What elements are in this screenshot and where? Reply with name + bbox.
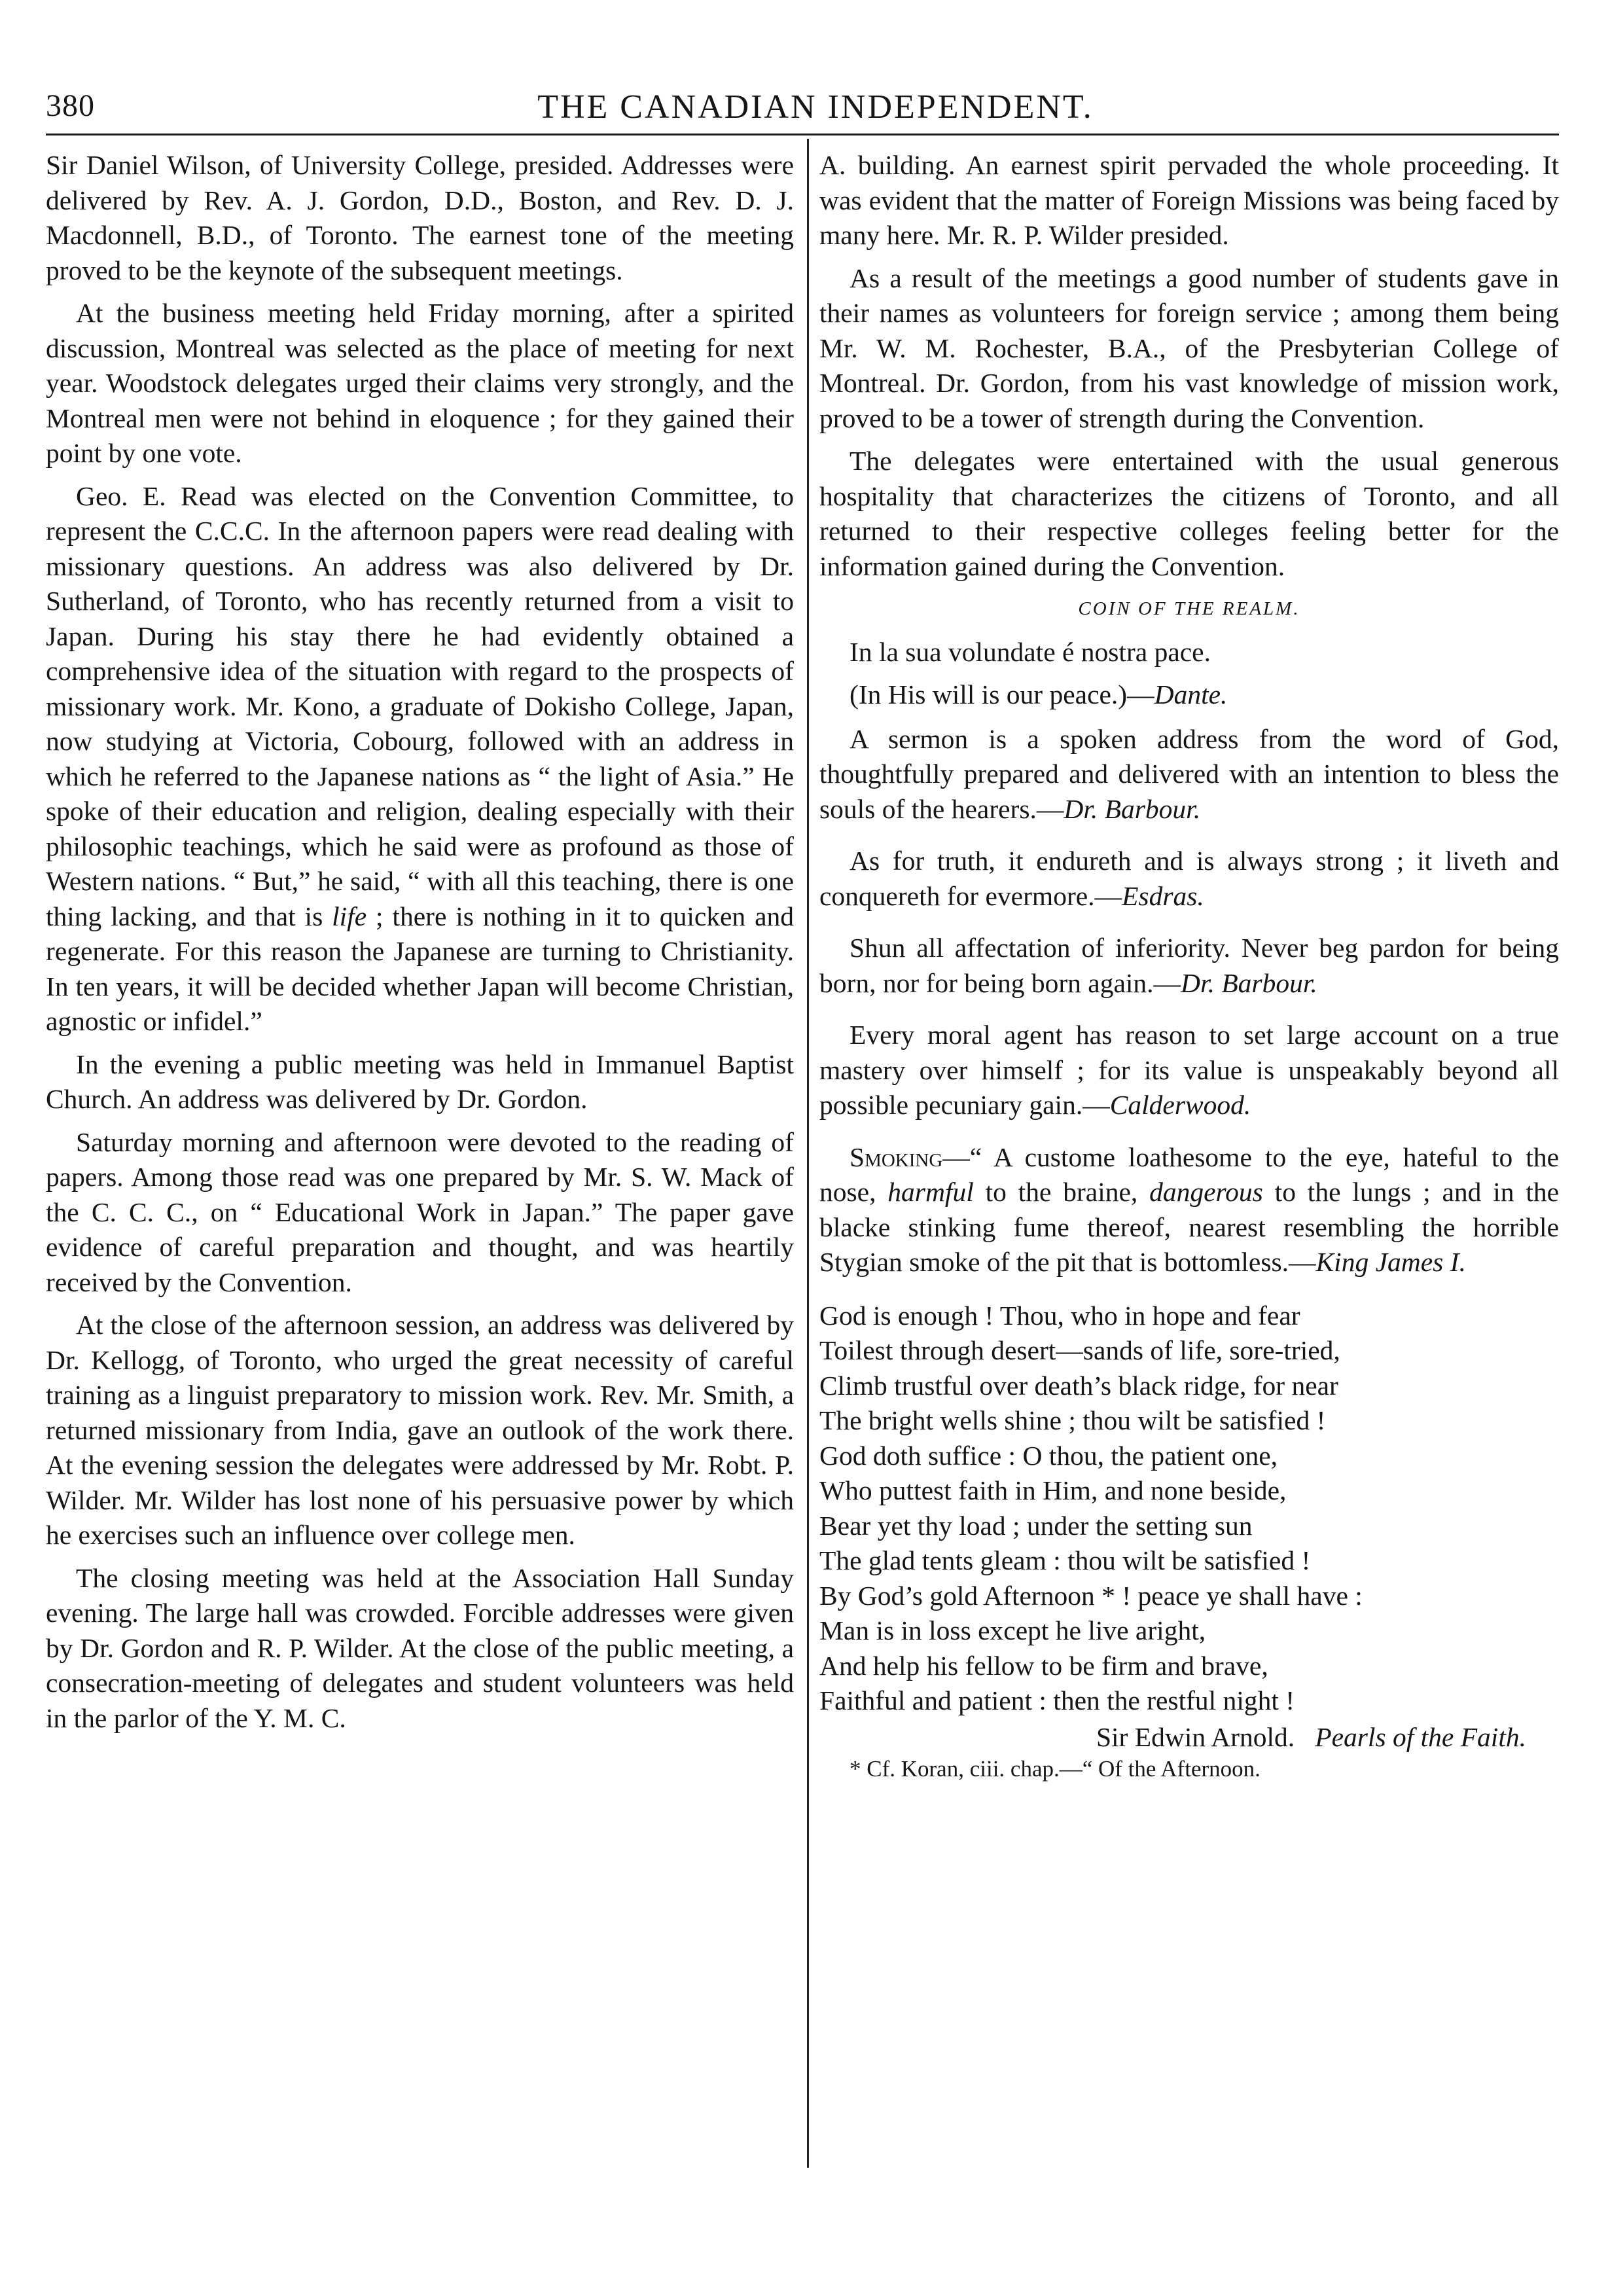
motto-line — [819, 677, 1559, 713]
quote — [819, 1140, 1559, 1280]
paragraph: A. building. An earnest spirit pervaded the whole proceeding. It was evident that the matter of Foreign Missions was being faced by many here. Mr. R. P. Wilder presided. — [819, 150, 1559, 250]
poem-line: Toilest through desert—sands of life, sore-tried, — [819, 1335, 1340, 1365]
quote-lead: Smoking — [850, 1141, 943, 1172]
poem-line: Climb trustful over death’s black ridge, for near — [819, 1370, 1338, 1401]
poem-line: Bear yet thy load ; under the setting sun — [819, 1510, 1253, 1541]
quote-source: Calderwood. — [1109, 1090, 1251, 1120]
quote-text: Every moral agent has reason to set large account on a true mastery over himself ; for its value is unspeakably beyond all possible pecuniary gain.— — [819, 1020, 1559, 1120]
poem-line: God doth suffice : O thou, the patient one, — [819, 1440, 1278, 1471]
poem-work: Pearls of the Faith. — [1315, 1721, 1526, 1752]
poem-author: Sir Edwin Arnold. — [1096, 1721, 1295, 1752]
poem-line: The glad tents gleam : thou wilt be satisfied ! — [819, 1545, 1311, 1575]
paragraph — [46, 479, 794, 1039]
left-column — [46, 148, 794, 1744]
quote — [819, 844, 1559, 914]
quote-text: —“ A custome loathesome to the eye, hateful to the nose, — [819, 1141, 1559, 1207]
paragraph-text: Geo. E. Read was elected on the Convention Committee, to represent the C.C.C. In the afternoon papers were read dealing with missionary questions. An address was also delivered by Dr. Sutherland, of Toronto, who has recently returned from a visit to Japan. During his stay there he had evidently obtained a comprehensive idea of the situation with regard to the prospects of missionary work. Mr. Kono, a graduate of Dokisho College, Japan, now studying at Victoria, Cobourg, followed with an address in which he referred to the Japanese nations as “ the light of Asia.” He spoke of their education and religion, dealing especially with their philosophic teachings, which he said were as profound as those of Western nations. “ But,” he said, “ with all this teaching, there is one thing lacking, and that is — [46, 480, 794, 931]
quote-source: Dr. Barbour. — [1181, 967, 1317, 998]
page-number: 380 — [46, 88, 95, 123]
poem-line: Faithful and patient : then the restful night ! — [819, 1685, 1295, 1715]
quote-text: to the lungs ; and in the blacke stinking fume thereof, nearest resembling the horrible Stygian smoke of the pit that is bottomless.— — [819, 1177, 1560, 1277]
poem-line: Man is in loss except he live aright, — [819, 1615, 1206, 1645]
paragraph-text: ; there is nothing in it to quicken and regenerate. For this reason the Japanese are turning to Christianity. In ten years, it will be decided whether Japan will become Christian, agnostic or infidel.” — [46, 901, 794, 1036]
paragraph: At the close of the afternoon session, an address was delivered by Dr. Kellogg, of Toronto, who urged the great necessity of careful training as a linguist preparatory to mission work. Rev. Mr. Smith, a returned missionary from India, gave an outlook of the work there. At the evening session the delegates were addressed by Mr. Robt. P. Wilder. Mr. Wilder has lost none of his persuasive power by which he exercises such an influence over college men. — [46, 1310, 794, 1550]
paragraph: Saturday morning and afternoon were devoted to the reading of papers. Among those read was one prepared by Mr. S. W. Mack of the C. C. C., on “ Educational Work in Japan.” The paper gave evidence of careful preparation and thought, and was heartily received by the Convention. — [46, 1126, 794, 1297]
paragraph: In the evening a public meeting was held in Immanuel Baptist Church. An address was delivered by Dr. Gordon. — [46, 1049, 794, 1114]
running-head: THE CANADIAN INDEPENDENT. — [537, 88, 1094, 126]
paragraph: Sir Daniel Wilson, of University College, presided. Addresses were delivered by Rev. A. J. Gordon, D.D., Boston, and Rev. D. J. Macdonnell, B.D., of Toronto. The earnest tone of the meeting proved to be the keynote of the subsequent meetings. — [46, 150, 794, 285]
quote-source: King James I. — [1315, 1247, 1466, 1277]
paragraph: As a result of the meetings a good number of students gave in their names as volunteers for foreign service ; among them being Mr. W. M. Rochester, B.A., of the Presbyterian College of Montreal. Dr. Gordon, from his vast knowledge of mission work, proved to be a tower of strength during the Convention. — [819, 262, 1559, 433]
poem-line: God is enough ! Thou, who in hope and fear — [819, 1300, 1300, 1331]
poem-line: And help his fellow to be firm and brave, — [819, 1650, 1268, 1681]
footnote: * Cf. Koran, ciii. chap.—“ Of the Afternoon. — [850, 1756, 1261, 1782]
quote-text: Shun all affectation of inferiority. Never beg pardon for being born, nor for being born again.— — [819, 933, 1559, 998]
poem-attribution — [819, 1720, 1559, 1755]
section-title: COIN OF THE REALM. — [1078, 598, 1300, 619]
quote — [819, 1018, 1559, 1123]
emphasis: life — [332, 901, 367, 931]
quote-text: to the braine, — [985, 1177, 1138, 1207]
motto — [819, 635, 1559, 713]
quote-source: Esdras. — [1122, 880, 1204, 911]
quote-text: As for truth, it endureth and is always strong ; it liveth and conquereth for evermore.— — [819, 846, 1559, 911]
poem — [819, 1299, 1559, 1755]
quote — [819, 722, 1559, 827]
quote — [819, 931, 1559, 1001]
page-header — [46, 88, 1559, 135]
motto-line: In la sua volundate é nostra pace. — [850, 636, 1211, 667]
paragraph: The delegates were entertained with the usual generous hospitality that characterizes the citizens of Toronto, and all returned to their respective colleges feeling better for the information gained during the Convention. — [819, 446, 1559, 581]
emphasis: dangerous — [1149, 1177, 1263, 1207]
poem-line: Who puttest faith in Him, and none beside, — [819, 1475, 1287, 1505]
right-column — [819, 148, 1559, 1791]
poem-line: The bright wells shine ; thou wilt be satisfied ! — [819, 1405, 1326, 1435]
paragraph: At the business meeting held Friday morning, after a spirited discussion, Montreal was selected as the place of meeting for next year. Woodstock delegates urged their claims very strongly, and the Montreal men were not behind in eloquence ; for they gained their point by one vote. — [46, 298, 794, 468]
quote-source: Dante. — [1154, 679, 1228, 709]
paragraph: The closing meeting was held at the Association Hall Sunday evening. The large hall was crowded. Forcible addresses were given by Dr. Gordon and R. P. Wilder. At the close of the public meeting, a consecration-meeting of delegates and student volunteers was held in the parlor of the Y. M. C. — [46, 1562, 794, 1733]
quote-text: A sermon is a spoken address from the word of God, thoughtfully prepared and delivered with an intention to bless the souls of the hearers.— — [819, 723, 1559, 824]
emphasis: harmful — [887, 1177, 974, 1207]
poem-line: By God’s gold Afternoon * ! peace ye shall have : — [819, 1580, 1363, 1611]
quote-source: Dr. Barbour. — [1064, 793, 1201, 824]
column-divider — [807, 139, 809, 2168]
motto-text: (In His will is our peace.)— — [850, 679, 1154, 709]
